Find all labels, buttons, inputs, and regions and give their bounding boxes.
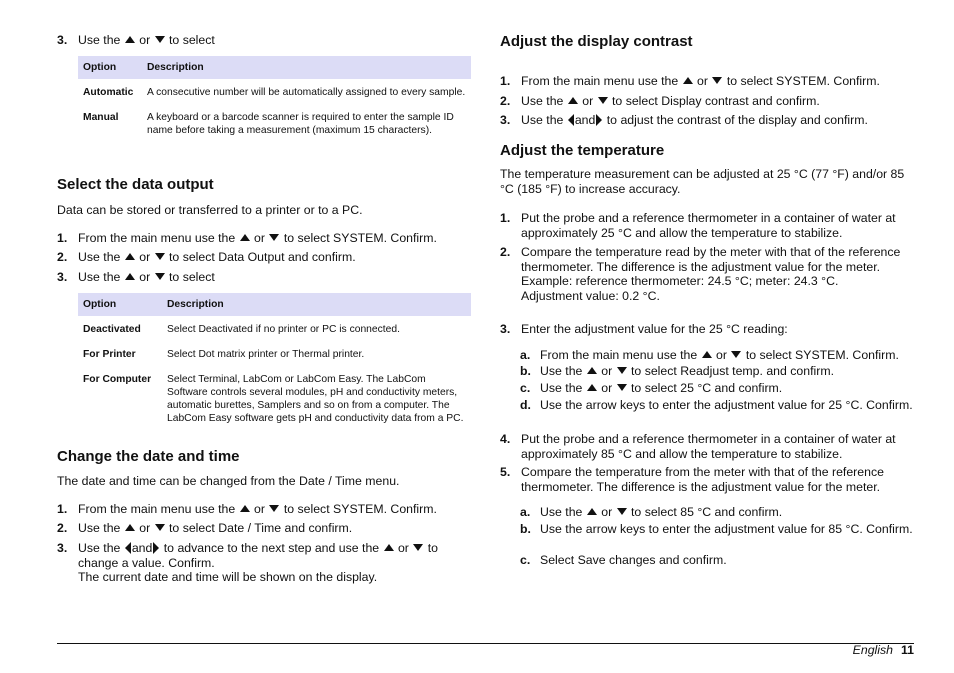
date-time-step-3: 3. Use the and to advance to the next step and use the or to change a value. Confirm. The current date and time will be shown on the display. (57, 541, 439, 585)
temperature-step-3c: c. Use the or to select 25 °C and confirm. (520, 381, 783, 395)
down-arrow-icon (617, 508, 627, 515)
up-arrow-icon (587, 384, 597, 391)
table-row: Deactivated Select Deactivated if no printer or PC is connected. (83, 324, 400, 335)
down-arrow-icon (731, 351, 741, 358)
up-arrow-icon (125, 524, 135, 531)
data-output-step-3: 3. Use the or to select (57, 270, 215, 284)
up-arrow-icon (384, 544, 394, 551)
right-arrow-icon (596, 114, 602, 126)
temperature-intro: The temperature measurement can be adjusted at 25 °C (77 °F) and/or 85 °C (185 °F) to increase accuracy. (500, 167, 905, 196)
date-time-step-1: 1. From the main menu use the or to select SYSTEM. Confirm. (57, 502, 437, 516)
up-arrow-icon (240, 505, 250, 512)
sample-id-options-table (78, 56, 471, 141)
down-arrow-icon (617, 384, 627, 391)
page-footer (853, 643, 914, 657)
table-row: Automatic A consecutive number will be automatically assigned to every sample. (83, 87, 466, 98)
down-arrow-icon (617, 367, 627, 374)
down-arrow-icon (598, 97, 608, 104)
temperature-step-5: 5. Compare the temperature from the meter with that of the reference thermometer. The difference is the adjustment value for the meter. (500, 465, 884, 494)
down-arrow-icon (269, 234, 279, 241)
temperature-step-3a: a. From the main menu use the or to select SYSTEM. Confirm. (520, 348, 899, 362)
up-arrow-icon (702, 351, 712, 358)
date-time-step-2: 2. Use the or to select Date / Time and confirm. (57, 521, 353, 535)
section-title-date-time: Change the date and time (57, 448, 240, 465)
temperature-step-1: 1. Put the probe and a reference thermometer in a container of water at approximately 25 °C and allow the temperature to stabilize. (500, 211, 896, 240)
up-arrow-icon (125, 36, 135, 43)
contrast-step-2: 2. Use the or to select Display contrast and confirm. (500, 94, 820, 108)
down-arrow-icon (155, 273, 165, 280)
up-arrow-icon (240, 234, 250, 241)
down-arrow-icon (155, 524, 165, 531)
up-arrow-icon (125, 273, 135, 280)
temperature-step-3b: b. Use the or to select Readjust temp. and confirm. (520, 364, 835, 378)
temperature-step-2: 2. Compare the temperature read by the meter with that of the reference thermometer. The difference is the adjustment value for the meter. Example: reference thermometer: 24.5 °C; meter: 24.3 °C. Adjustment value: 0.2 °C. (500, 245, 901, 303)
data-output-intro: Data can be stored or transferred to a printer or to a PC. (57, 203, 363, 217)
table-header-row: Option Description (78, 293, 471, 316)
up-arrow-icon (125, 253, 135, 260)
up-arrow-icon (568, 97, 578, 104)
temperature-step-5a: a. Use the or to select 85 °C and confirm. (520, 505, 783, 519)
temperature-step-5c: c. Select Save changes and confirm. (520, 553, 727, 567)
table-row: For Computer Select Terminal, LabCom or LabCom Easy. The LabCom Software controls several modules, pH and conductivity meters, automatic burettes, Samplers and so on from a computer. The LabCom Easy software gets pH and conductivity data from a PC. (83, 374, 464, 424)
up-arrow-icon (683, 77, 693, 84)
temperature-step-3: 3. Enter the adjustment value for the 25 °C reading: (500, 322, 788, 336)
page-number: 11 (901, 643, 914, 657)
section-title-contrast: Adjust the display contrast (500, 33, 693, 50)
data-output-step-1: 1. From the main menu use the or to select SYSTEM. Confirm. (57, 231, 437, 245)
table-header-row: Option Description (78, 56, 471, 79)
down-arrow-icon (413, 544, 423, 551)
right-arrow-icon (153, 542, 159, 554)
table-row: Manual A keyboard or a barcode scanner is required to enter the sample ID name before taking a measurement (maximum 15 characters). (83, 112, 454, 136)
table-row: For Printer Select Dot matrix printer or Thermal printer. (83, 349, 365, 360)
data-output-step-2: 2. Use the or to select Data Output and confirm. (57, 250, 356, 264)
contrast-step-3: 3. Use the and to adjust the contrast of the display and confirm. (500, 113, 868, 127)
down-arrow-icon (269, 505, 279, 512)
up-arrow-icon (587, 508, 597, 515)
contrast-step-1: 1. From the main menu use the or to select SYSTEM. Confirm. (500, 74, 880, 88)
data-output-options-table (78, 293, 471, 429)
up-arrow-icon (587, 367, 597, 374)
temperature-step-4: 4. Put the probe and a reference thermometer in a container of water at approximately 85 °C and allow the temperature to stabilize. (500, 432, 896, 461)
down-arrow-icon (155, 253, 165, 260)
date-time-intro: The date and time can be changed from the Date / Time menu. (57, 474, 400, 488)
down-arrow-icon (155, 36, 165, 43)
footer-divider (57, 643, 914, 644)
footer-language: English (852, 643, 893, 657)
down-arrow-icon (712, 77, 722, 84)
section-title-data-output: Select the data output (57, 176, 214, 193)
left-arrow-icon (125, 542, 131, 554)
left-arrow-icon (568, 114, 574, 126)
step-select-option: 3. Use the or to select (57, 33, 215, 47)
section-title-temperature: Adjust the temperature (500, 142, 665, 159)
temperature-step-3d: d. Use the arrow keys to enter the adjustment value for 25 °C. Confirm. (520, 398, 913, 412)
temperature-step-5b: b. Use the arrow keys to enter the adjustment value for 85 °C. Confirm. (520, 522, 913, 536)
